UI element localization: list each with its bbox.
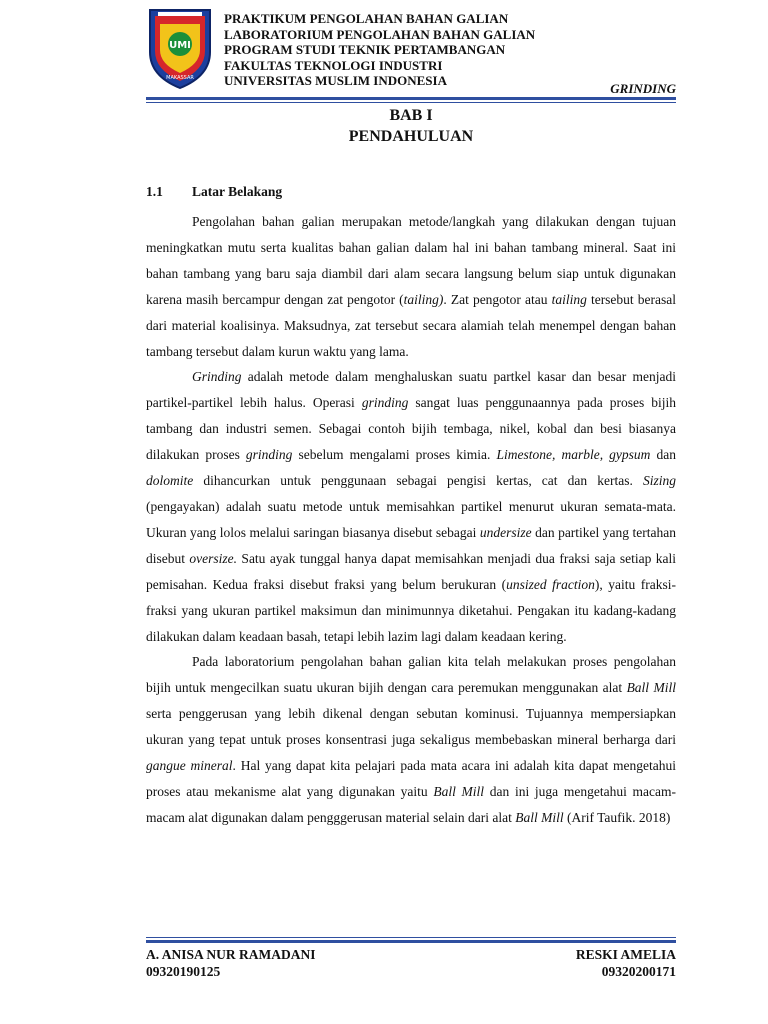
italic-term: dolomite [146,473,194,489]
text-run: (pengayakan) adalah suatu metode untuk memisahkan partikel menurut ukuran semata-mata. Ukuran yang lolos melalui saringan biasanya disebut sebagai [146,498,676,540]
institution-line: FAKULTAS TEKNOLOGI INDUSTRI [224,57,443,73]
institution-line: PROGRAM STUDI TEKNIK PERTAMBANGAN [224,42,506,58]
header-rule-thin [146,102,676,103]
paragraph [146,649,676,830]
italic-term: tailing [551,291,587,307]
header-rule [146,97,676,100]
footer-rule [146,940,676,943]
section-tag: GRINDING [610,81,676,96]
italic-term: Ball Mill [626,680,676,696]
text-run: . Hal yang dapat kita pelajari pada mata acara ini adalah kita dapat mengetahui proses atau mekanisme alat yang digunakan yaitu [146,758,676,799]
text-run: (Arif Taufik. 2018) [563,809,671,825]
institution-line: PRAKTIKUM PENGOLAHAN BAHAN GALIAN [224,11,509,26]
text-run: sebelum mengalami proses kimia. [292,447,497,463]
chapter-title: PENDAHULUAN [348,128,474,145]
text-run: . Zat pengotor atau [443,291,552,307]
author-name-right: RESKI AMELIA [575,947,676,962]
italic-term: Ball Mill [515,809,564,825]
text-run: Satu ayak tunggal hanya dapat memisahkan menjadi dua fraksi saja setiap kali pemisahan. Kedua fraksi disebut fraksi yang belum berukuran ( [146,550,676,592]
text-run: serta penggerusan yang lebih dikenal dengan sebutan kominusi. Tujuannya mempersiapkan ukuran yang tepat untuk proses konsentrasi juga sekaligus membebaskan mineral berharga dari [146,706,676,748]
italic-term: Grinding [192,369,242,385]
institution-line: LABORATORIUM PENGOLAHAN BAHAN GALIAN [224,26,536,42]
text-run: dan [650,447,676,463]
italic-term: tailing) [403,291,444,307]
text-run: adalah metode dalam menghaluskan suatu partkel kasar dan besar menjadi partikel-partikel lebih halus. Operasi [146,369,676,411]
italic-term: gangue mineral [146,758,233,774]
institution-line: UNIVERSITAS MUSLIM INDONESIA [224,73,447,89]
text-run: dan partikel yang tertahan disebut [146,524,676,566]
footer-left [146,946,316,980]
subsection-number: 1.1 [146,184,163,199]
italic-term: grinding [361,395,409,411]
text-run: Pada laboratorium pengolahan bahan galian kita telah melakukan proses pengolahan bijih untuk mengecilkan suatu ukuran bijih dengan cara peremukan menggunakan alat [146,654,676,696]
subsection-heading [146,184,282,200]
body-text [146,209,676,831]
umi-university-logo-icon [146,6,214,90]
text-run: dihancurkan untuk penggunaan sebagai pengisi kertas, cat dan kertas. [193,473,643,489]
institution-header [224,11,535,89]
italic-term: undersize [479,524,532,540]
svg-text:UMI: UMI [169,40,191,51]
paragraph [146,209,676,364]
italic-term: oversize. [189,550,238,566]
text-run: ), yaitu fraksi-fraksi yang ukuran partikel maksimun dan minimunnya diketahui. Pengakan itu kadang-kadang dilakukan dalam keadaan basah, tetapi lebih lazim lagi dalam keadaan kering. [146,576,676,644]
text-run: sangat luas penggunaannya pada proses bijih tambang dan industri semen. Sebagai contoh bijih tembaga, nikel, kobal dan besi biasanya dilakukan proses [146,395,677,463]
italic-term: grinding [245,447,293,463]
text-run: Pengolahan bahan galian merupakan metode/langkah yang dilakukan dengan tujuan meningkatkan mutu serta kualitas bahan galian dalam hal ini bahan tambang mineral. Saat ini bahan tambang yang baru saja diambil dari alam secara langsung belum siap untuk digunakan karena masih bercampur dengan zat pengotor ( [146,214,676,307]
chapter-number: BAB I [389,107,433,124]
footer-right [576,946,676,980]
text-run: tersebut berasal dari material koalisinya. Maksudnya, zat tersebut secara alamiah telah menempel dengan bahan tambang tersebut dalam kurun waktu yang lama. [146,291,676,359]
subsection-title: Latar Belakang [192,184,283,199]
footer-rule-thin [146,937,676,938]
italic-term: Ball Mill [433,783,485,799]
text-run: dan ini juga mengetahui macam-macam alat digunakan dalam pengggerusan material selain dari alat [146,783,676,825]
author-name-left: A. ANISA NUR RAMADANI [146,947,316,962]
paragraph [146,364,676,649]
italic-term: Sizing [642,473,676,489]
italic-term: unsized fraction [506,576,595,592]
author-id-right: 09320200171 [601,964,676,979]
svg-text:MAKASSAR: MAKASSAR [166,75,194,81]
author-id-left: 09320190125 [146,964,221,979]
italic-term: Limestone, marble, gypsum [496,447,651,463]
